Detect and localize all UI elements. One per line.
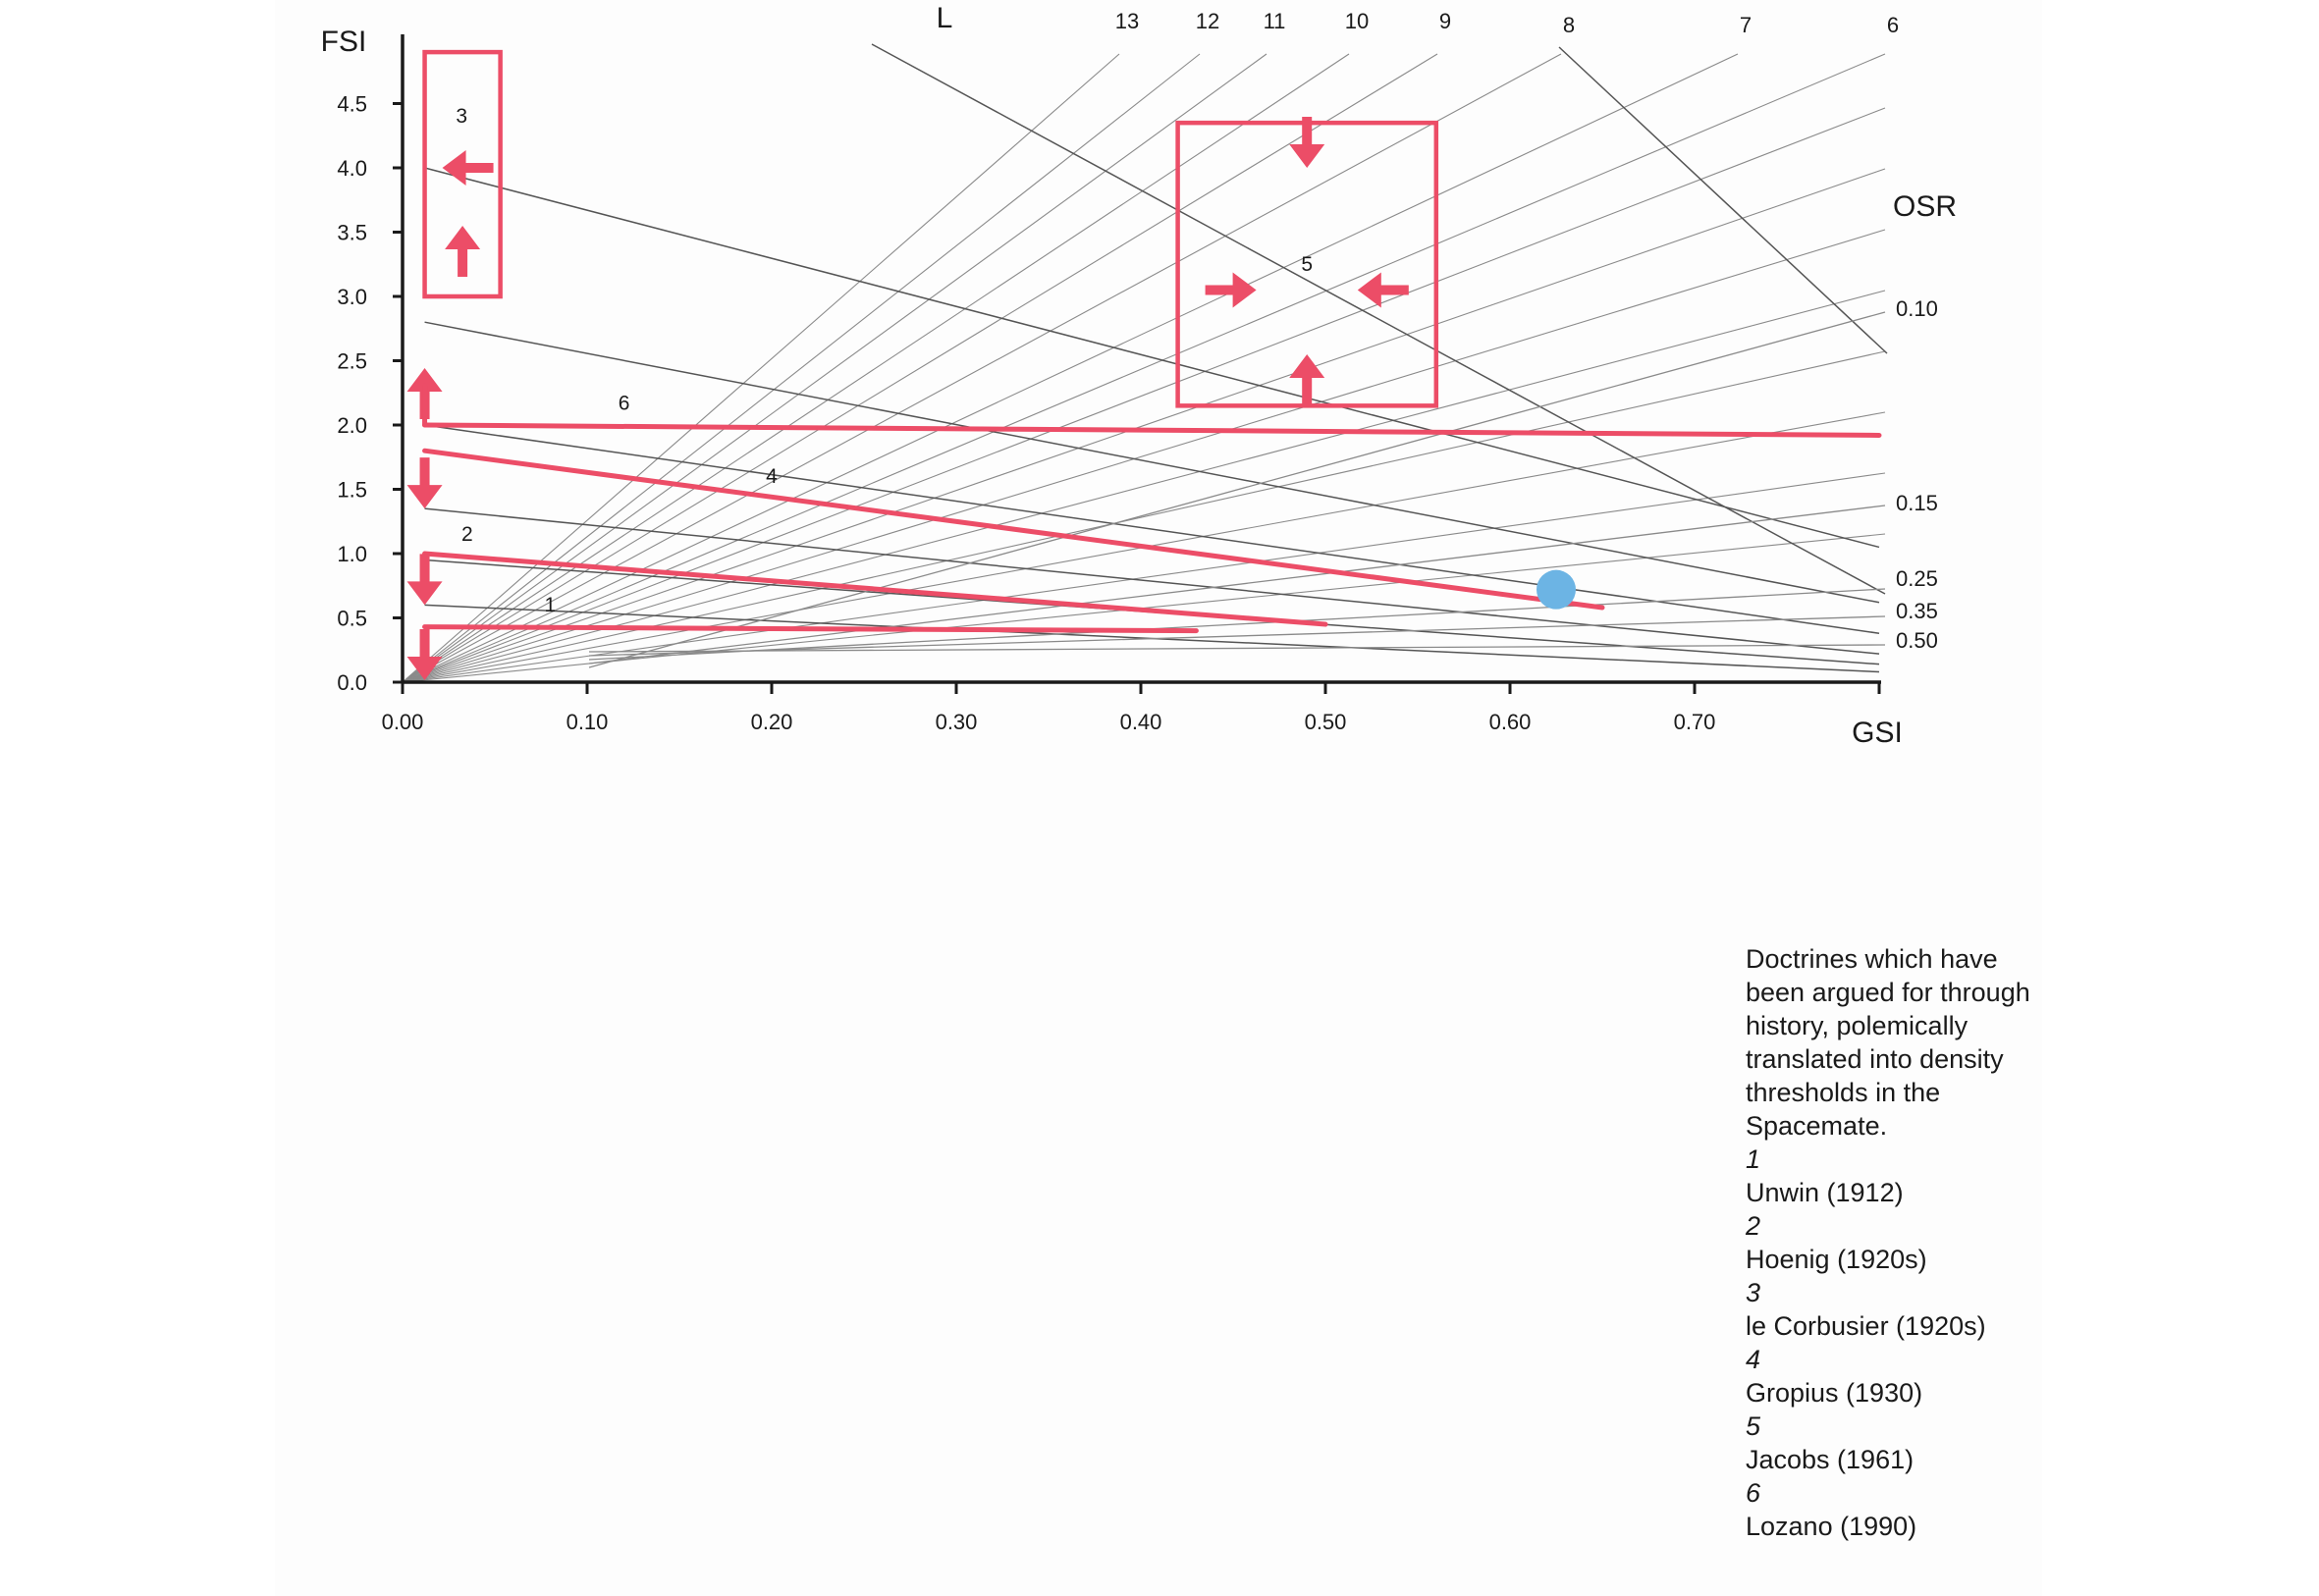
doctrine-line-2 xyxy=(425,554,1325,624)
l-line-label-13: 13 xyxy=(1114,9,1140,33)
x-tick-label-0.50: 0.50 xyxy=(1304,710,1347,734)
legend-entry-number: 4 xyxy=(1746,1345,1761,1374)
legend-entry-number: 2 xyxy=(1746,1211,1761,1241)
legend-intro: Doctrines which have been argued for through history, polemically translated into density thresholds in the Spacemate. xyxy=(1746,944,2030,1141)
x-axis-title: GSI xyxy=(1852,717,1903,749)
y-tick-label-2.5: 2.5 xyxy=(337,348,367,374)
highlight-point xyxy=(1537,570,1576,610)
doctrine-label-6: 6 xyxy=(618,392,630,415)
doctrine-line-4 xyxy=(425,451,1602,608)
osr-label-0.50: 0.50 xyxy=(1896,628,1938,653)
x-tick-label-0.70: 0.70 xyxy=(1673,710,1716,734)
doctrine-5-right-arrow xyxy=(1206,272,1257,307)
fsi-iso-line-steep xyxy=(1559,47,1887,353)
doctrine-label-1: 1 xyxy=(544,593,557,616)
y-tick-label-1.5: 1.5 xyxy=(337,477,367,503)
l-line-label-7: 7 xyxy=(1739,13,1753,37)
x-tick-label-0.20: 0.20 xyxy=(750,710,793,734)
l-line-label-12: 12 xyxy=(1195,9,1220,33)
legend-entry-number: 1 xyxy=(1746,1144,1761,1174)
x-tick-label-0.10: 0.10 xyxy=(566,710,609,734)
y-tick-label-0.5: 0.5 xyxy=(337,606,367,631)
legend-entry-name: Jacobs (1961) xyxy=(1746,1445,1915,1474)
doctrine-legend xyxy=(1746,942,2040,1543)
osr-line-0.25 xyxy=(589,589,1885,660)
y-tick-label-0.0: 0.0 xyxy=(337,670,367,695)
legend-entry-number: 6 xyxy=(1746,1478,1761,1508)
l-line-12 xyxy=(403,54,1200,682)
y-tick-label-3.0: 3.0 xyxy=(337,285,367,309)
x-tick-label-0.60: 0.60 xyxy=(1488,710,1532,734)
l-line-6 xyxy=(403,54,1885,682)
legend-entry-name: Gropius (1930) xyxy=(1746,1378,1923,1408)
osr-line-0.35 xyxy=(589,616,1885,656)
doctrine-5-up-arrow xyxy=(1289,354,1324,405)
y-tick-label-4.5: 4.5 xyxy=(337,91,367,117)
doctrine-3-up-arrow xyxy=(445,226,480,277)
l-line-label-6: 6 xyxy=(1886,13,1900,37)
l-line-label-9: 9 xyxy=(1438,9,1452,33)
l-line-label-10: 10 xyxy=(1344,9,1370,33)
osr-label-0.35: 0.35 xyxy=(1896,599,1938,623)
y-tick-label-1.0: 1.0 xyxy=(337,542,367,566)
fsi-iso-line-0 xyxy=(425,168,1879,547)
y-axis-title: FSI xyxy=(320,26,367,58)
l-line-label-8: 8 xyxy=(1562,13,1576,37)
x-tick-label-0.40: 0.40 xyxy=(1119,710,1162,734)
doctrine-label-2: 2 xyxy=(460,522,473,546)
l-line-8 xyxy=(403,54,1561,682)
y-tick-label-4.0: 4.0 xyxy=(337,156,367,181)
osr-label-0.25: 0.25 xyxy=(1896,566,1938,591)
x-tick-label-0.30: 0.30 xyxy=(935,710,978,734)
doctrine-label-5: 5 xyxy=(1301,252,1314,276)
legend-entries xyxy=(1746,1143,2040,1543)
osr-axis-title: OSR xyxy=(1893,190,1958,223)
fsi-iso-line-2 xyxy=(425,425,1879,633)
doctrine-line-6 xyxy=(425,425,1879,435)
legend-entry-number: 3 xyxy=(1746,1278,1761,1307)
legend-entry-name: Unwin (1912) xyxy=(1746,1178,1904,1207)
doctrine-label-4: 4 xyxy=(766,464,778,488)
x-tick-label-0.00: 0.00 xyxy=(381,710,424,734)
doctrine-4-down-arrow xyxy=(407,457,443,508)
grid-layer xyxy=(403,44,1887,682)
l-line-label-11: 11 xyxy=(1263,9,1286,33)
legend-entry-name: le Corbusier (1920s) xyxy=(1746,1311,1986,1341)
osr-line-0.15 xyxy=(589,505,1885,664)
osr-label-0.15: 0.15 xyxy=(1896,491,1938,515)
doctrine-3-left-arrow xyxy=(443,150,494,186)
osr-label-0.10: 0.10 xyxy=(1896,296,1938,321)
osr-line-0.10 xyxy=(589,312,1885,667)
y-tick-label-2.0: 2.0 xyxy=(337,413,367,438)
y-tick-label-3.5: 3.5 xyxy=(337,220,367,245)
legend-entry-number: 5 xyxy=(1746,1411,1761,1441)
doctrine-line-1 xyxy=(425,627,1197,631)
legend-entry-name: Lozano (1990) xyxy=(1746,1512,1917,1541)
doctrine-label-3: 3 xyxy=(456,105,468,129)
legend-entry-name: Hoenig (1920s) xyxy=(1746,1245,1927,1274)
doctrine-layer xyxy=(407,52,1879,680)
l-axis-title: L xyxy=(936,2,953,34)
